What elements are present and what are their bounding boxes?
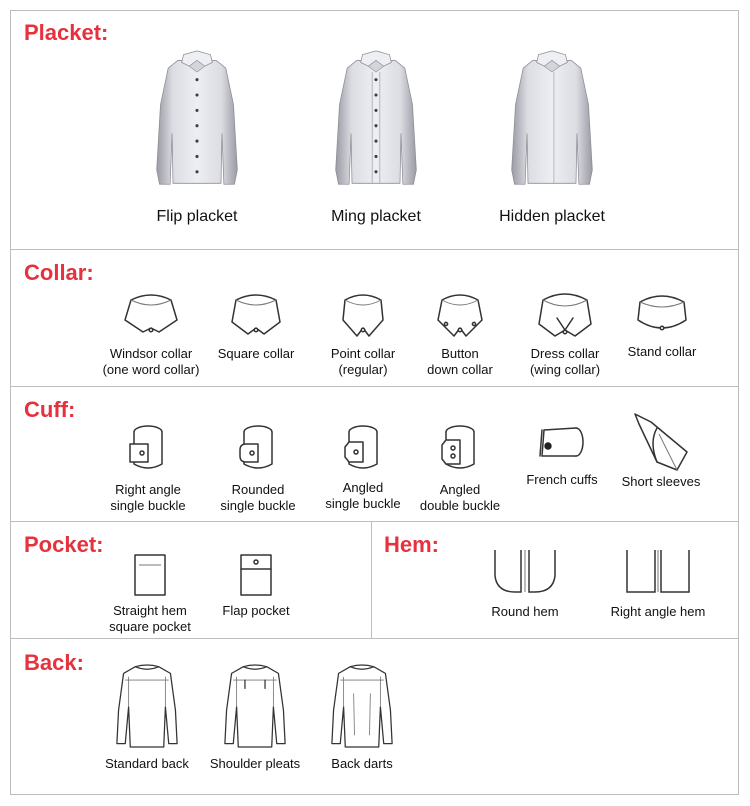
hem-option-round[interactable] bbox=[475, 548, 575, 620]
pocket-label-line: Straight hem bbox=[113, 603, 187, 618]
hem-label: Right angle hem bbox=[610, 604, 706, 619]
standard-back-icon bbox=[110, 660, 184, 752]
flip-placket-shirt-icon bbox=[149, 38, 245, 200]
back-option-darts[interactable] bbox=[312, 660, 412, 772]
placket-label: Hidden placket bbox=[499, 208, 605, 225]
back-darts-icon bbox=[325, 660, 399, 752]
back-label: Shoulder pleats bbox=[209, 756, 301, 771]
back-label: Back darts bbox=[331, 756, 393, 771]
round-hem-icon bbox=[493, 548, 557, 596]
placket-option-flip[interactable] bbox=[142, 38, 252, 226]
right-angle-cuff-icon bbox=[126, 424, 170, 476]
back-label: Standard back bbox=[105, 756, 189, 771]
cuff-option-french[interactable] bbox=[512, 420, 612, 488]
stand-collar-icon bbox=[632, 290, 692, 340]
rounded-cuff-icon bbox=[236, 424, 280, 476]
hidden-placket-shirt-icon bbox=[504, 38, 600, 200]
collar-heading: Collar: bbox=[24, 260, 94, 285]
cuff-label-line: Rounded bbox=[231, 482, 285, 497]
angled-double-cuff-icon bbox=[438, 424, 482, 476]
section-divider bbox=[10, 386, 739, 387]
point-collar-icon bbox=[333, 290, 393, 340]
collar-option-dress[interactable] bbox=[515, 290, 615, 378]
cuff-option-right-angle[interactable] bbox=[98, 424, 198, 514]
cuff-label-line: French cuffs bbox=[526, 472, 598, 487]
section-divider bbox=[371, 521, 372, 638]
short-sleeve-icon bbox=[631, 412, 691, 472]
placket-heading: Placket: bbox=[24, 20, 109, 45]
collar-label-line: Windsor collar bbox=[109, 346, 193, 361]
cuff-label-line: single buckle bbox=[325, 496, 401, 511]
ming-placket-shirt-icon bbox=[328, 38, 424, 200]
collar-label-line: down collar bbox=[427, 362, 493, 377]
hem-label: Round hem bbox=[491, 604, 559, 619]
square-collar-icon bbox=[226, 290, 286, 340]
back-option-shoulder-pleats[interactable] bbox=[205, 660, 305, 772]
pocket-option-flap[interactable] bbox=[206, 553, 306, 619]
hem-heading: Hem: bbox=[384, 532, 440, 557]
pocket-label-line: square pocket bbox=[109, 619, 191, 634]
french-cuff-icon bbox=[536, 420, 588, 464]
collar-label-line: (one word collar) bbox=[102, 362, 200, 377]
cuff-label-line: single buckle bbox=[220, 498, 296, 513]
collar-label-line: Dress collar bbox=[530, 346, 600, 361]
cuff-option-rounded[interactable] bbox=[208, 424, 308, 514]
angled-single-cuff-icon bbox=[341, 424, 385, 476]
collar-label-line: (regular) bbox=[338, 362, 388, 377]
pocket-option-square[interactable] bbox=[98, 553, 202, 635]
placket-option-hidden[interactable] bbox=[495, 38, 609, 226]
cuff-heading: Cuff: bbox=[24, 397, 76, 422]
collar-option-stand[interactable] bbox=[612, 290, 712, 360]
cuff-label-line: Angled bbox=[439, 482, 481, 497]
section-divider bbox=[10, 638, 739, 639]
collar-label-line: Stand collar bbox=[627, 344, 697, 359]
cuff-label-line: single buckle bbox=[110, 498, 186, 513]
right-angle-hem-icon bbox=[625, 548, 691, 596]
collar-option-button-down[interactable] bbox=[410, 290, 510, 378]
hem-option-right-angle[interactable] bbox=[602, 548, 714, 620]
placket-label: Flip placket bbox=[156, 208, 238, 225]
collar-option-point[interactable] bbox=[313, 290, 413, 378]
square-pocket-icon bbox=[133, 553, 167, 597]
cuff-option-angled-single[interactable] bbox=[313, 424, 413, 512]
placket-label: Ming placket bbox=[331, 208, 421, 225]
cuff-label-line: Angled bbox=[342, 480, 384, 495]
button-down-collar-icon bbox=[430, 290, 490, 340]
collar-option-windsor[interactable] bbox=[96, 290, 206, 378]
pocket-heading: Pocket: bbox=[24, 532, 104, 557]
pocket-label-line: Flap pocket bbox=[222, 603, 290, 618]
collar-label-line: Button bbox=[441, 346, 479, 361]
collar-label-line: Square collar bbox=[217, 346, 295, 361]
placket-option-ming[interactable] bbox=[321, 38, 431, 226]
section-divider bbox=[10, 521, 739, 522]
windsor-collar-icon bbox=[121, 290, 181, 340]
cuff-option-short-sleeve[interactable] bbox=[611, 412, 711, 490]
dress-collar-icon bbox=[535, 290, 595, 340]
collar-option-square[interactable] bbox=[206, 290, 306, 362]
collar-label-line: (wing collar) bbox=[529, 362, 601, 377]
cuff-option-angled-double[interactable] bbox=[410, 424, 510, 514]
section-divider bbox=[10, 249, 739, 250]
collar-label-line: Point collar bbox=[330, 346, 396, 361]
shoulder-pleats-icon bbox=[218, 660, 292, 752]
back-option-standard[interactable] bbox=[97, 660, 197, 772]
cuff-label-line: Short sleeves bbox=[621, 474, 701, 489]
back-heading: Back: bbox=[24, 650, 84, 675]
cuff-label-line: Right angle bbox=[115, 482, 181, 497]
cuff-label-line: double buckle bbox=[419, 498, 501, 513]
flap-pocket-icon bbox=[239, 553, 273, 597]
